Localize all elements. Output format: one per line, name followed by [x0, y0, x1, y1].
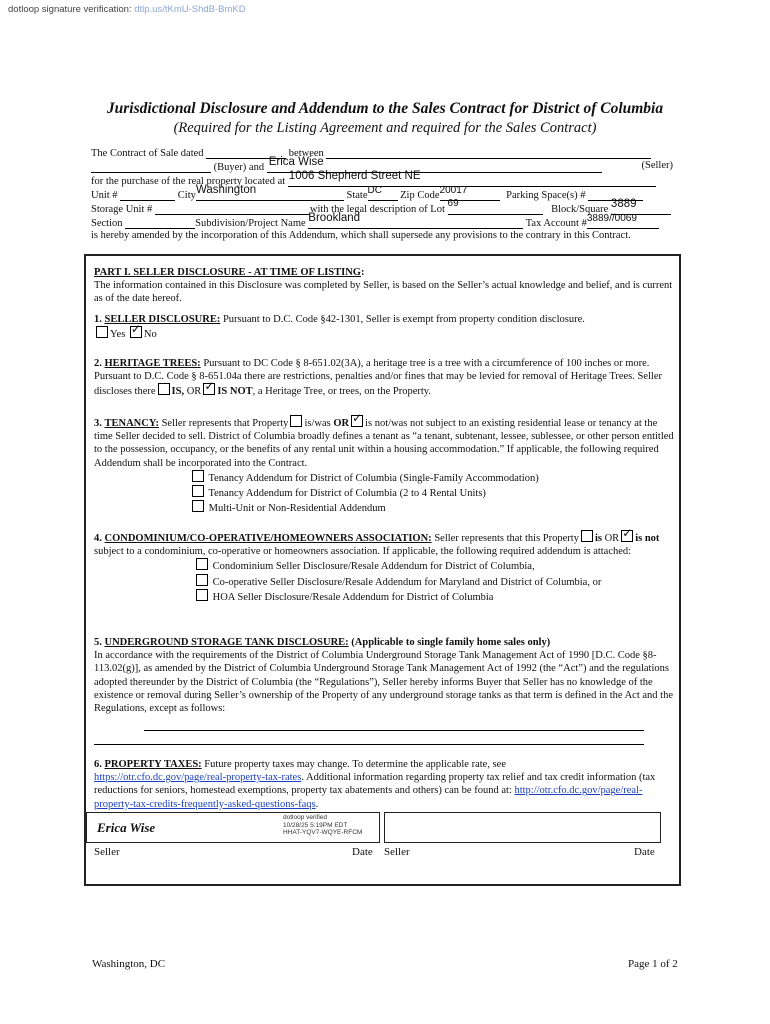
section-condominium: 4. CONDOMINIUM/CO-OPERATIVE/HOMEOWNERS ASSOCIATION: Seller represents that this Property is OR✓ is not subject to a condominium, co-operative or homeowners association. If applicable, the following required addendum is attached: Condominium Seller Disclosure/Resale Addendum for District of Columbia, Co-operative Seller Disclosure/Resale Addendum for Maryland and District of Columbia, or HOA Seller Disclosure/Resale Addendum for District of Columbia — [94, 530, 674, 604]
document-subtitle: (Required for the Listing Agreement and required for the Sales Contract) — [173, 120, 597, 136]
zip-value: 20017 — [439, 185, 468, 196]
section-property-taxes: 6. PROPERTY TAXES: Future property taxes may change. To determine the applicable rate, see https://otr.cfo.dc.gov/page/real-property-tax-rates. Additional information regarding property tax relief and tax credit information (tax reductions for seniors, homestead exemptions, property tax abatements and others) can be found at: http://otr.cfo.dc.gov/page/real-property-tax-credits-frequently-asked-questions-faqs. — [94, 759, 656, 810]
state-field[interactable] — [367, 185, 398, 201]
unit-field[interactable] — [120, 188, 175, 201]
heritage-is-not-checkbox[interactable] — [203, 383, 215, 395]
city-value: Washington — [195, 184, 257, 196]
part1-intro: PART I. SELLER DISCLOSURE - AT TIME OF LISTING: The information contained in this Disclosure was completed by Seller, is based on the Seller’s actual knowledge and belief, and is current as of the date hereof. — [94, 267, 673, 305]
second-seller-signature-box[interactable] — [384, 812, 661, 843]
seller-signature-box[interactable] — [86, 812, 380, 843]
tank-exceptions-line-2[interactable] — [94, 744, 644, 745]
condo-addendum-checkbox[interactable] — [196, 558, 208, 570]
storage-field[interactable] — [155, 202, 310, 215]
part1-heading: PART I. SELLER DISCLOSURE - AT TIME OF LISTING — [94, 267, 361, 278]
seller-name: Erica Wise — [268, 156, 324, 168]
amended-clause: is hereby amended by the incorporation of this Addendum, which shall supersede any provisions to the contrary in this Contract. — [91, 230, 631, 241]
heritage-is-checkbox[interactable] — [158, 383, 170, 395]
tenancy-is-was-checkbox[interactable] — [290, 415, 302, 427]
yes-checkbox[interactable] — [96, 326, 108, 338]
signature-labels: Seller Date Seller Date — [94, 846, 655, 858]
block-value: 3889 — [610, 198, 637, 210]
tenancy-is-not-checkbox[interactable] — [351, 415, 363, 427]
buyer-field[interactable] — [91, 160, 211, 173]
dotloop-verified-stamp: dotloop verified 10/28/25 5:19PM EDT HHAT-YQV7-WQYE-RFCM — [283, 814, 363, 836]
verification-link[interactable]: dtlp.us/tKmU-ShdB-BmKD — [134, 4, 246, 15]
footer-location: Washington, DC — [92, 958, 166, 970]
seller-signature: Erica Wise — [97, 820, 156, 835]
section-seller-disclosure: 1. SELLER DISCLOSURE: Pursuant to D.C. Code §42-1301, Seller is exempt from property condition disclosure. Yes ✓ No — [94, 313, 674, 341]
document-title: Jurisdictional Disclosure and Addendum to the Sales Contract for District of Columbia — [106, 100, 664, 117]
tax-account-value: 3889//0069 — [586, 213, 637, 224]
footer-page-number: Page 1 of 2 — [628, 958, 678, 970]
tax-account-field[interactable] — [586, 213, 659, 229]
tax-credits-link[interactable]: http://otr.cfo.dc.gov/page/real-property-tax-credits-frequently-asked-questions-faqs — [94, 785, 643, 810]
section-underground-tank: 5. UNDERGROUND STORAGE TANK DISCLOSURE: (Applicable to single family home sales only) In accordance with the requirements of the District of Columbia Underground Storage Tank Management Act of 1990 [D.C. Code §8-113.02(g)], as amended by the District of Columbia Underground Storage Tank Management Act of 1992 (the “Act”) and the regulations adopted thereunder by the District of Columbia (the “Regulations”), Seller hereby informs Buyer that Seller has no knowledge of the existence or removal during Seller’s ownership of the Property of any underground storage tanks as that term is defined in the Act and the Regulations, except as follows: — [94, 637, 674, 715]
verification-label: dotloop signature verification: — [8, 4, 132, 15]
property-address-field[interactable] — [288, 170, 656, 187]
tenancy-2-4-units-checkbox[interactable] — [192, 485, 204, 497]
part1-box — [84, 254, 681, 886]
property-address: 1006 Shepherd Street NE — [288, 170, 421, 182]
no-checkbox[interactable] — [130, 326, 142, 338]
condo-is-not-checkbox[interactable] — [621, 530, 633, 542]
subdivision-value: Brookland — [308, 212, 361, 224]
between-field[interactable] — [326, 146, 651, 159]
section-tenancy: 3. TENANCY: Seller represents that Property is/was OR ✓ is not/was not subject to an existing residential lease or tenancy at the time Seller decided to sell. District of Columbia broadly defines a tenant as “a tenant, subtenant, lessee, sublessee, or other person entitled to the possession, occupancy, or the benefits of any rental unit within a housing accommodation.” If applicable, the following required Addendum shall be incorporated into the Contract. Tenancy Addendum for District of Columbia (Single-Family Accommodation) Tenancy Addendum for District of Columbia (2 to 4 Rental Units) Multi-Unit or Non-Residential Addendum — [94, 415, 674, 515]
multi-unit-checkbox[interactable] — [192, 500, 204, 512]
coop-addendum-checkbox[interactable] — [196, 574, 208, 586]
tank-exceptions-line-1[interactable] — [144, 730, 644, 731]
section-field[interactable] — [125, 216, 195, 229]
city-field[interactable] — [195, 184, 344, 201]
tenancy-single-family-checkbox[interactable] — [192, 470, 204, 482]
section-heritage-trees: 2. HERITAGE TREES: Pursuant to DC Code § 8-651.02(3A), a heritage tree is a tree with a circumference of 100 inches or more. Pursuant to D.C. Code § 8-651.04a there are restrictions, penalties and/or fines that may be levied for removal of Heritage Trees. Seller discloses there IS, OR ✓ IS NOT, a Heritage Tree, or trees, on the Property. — [94, 357, 674, 399]
tax-rates-link[interactable]: https://otr.cfo.dc.gov/page/real-property-tax-rates — [94, 772, 302, 784]
lot-field[interactable] — [447, 198, 543, 215]
state-value: DC — [367, 185, 382, 196]
verification-line — [8, 4, 246, 15]
condo-is-checkbox[interactable] — [581, 530, 593, 542]
subdivision-field[interactable] — [308, 212, 523, 229]
hoa-addendum-checkbox[interactable] — [196, 589, 208, 601]
lot-value: 69 — [447, 198, 459, 209]
